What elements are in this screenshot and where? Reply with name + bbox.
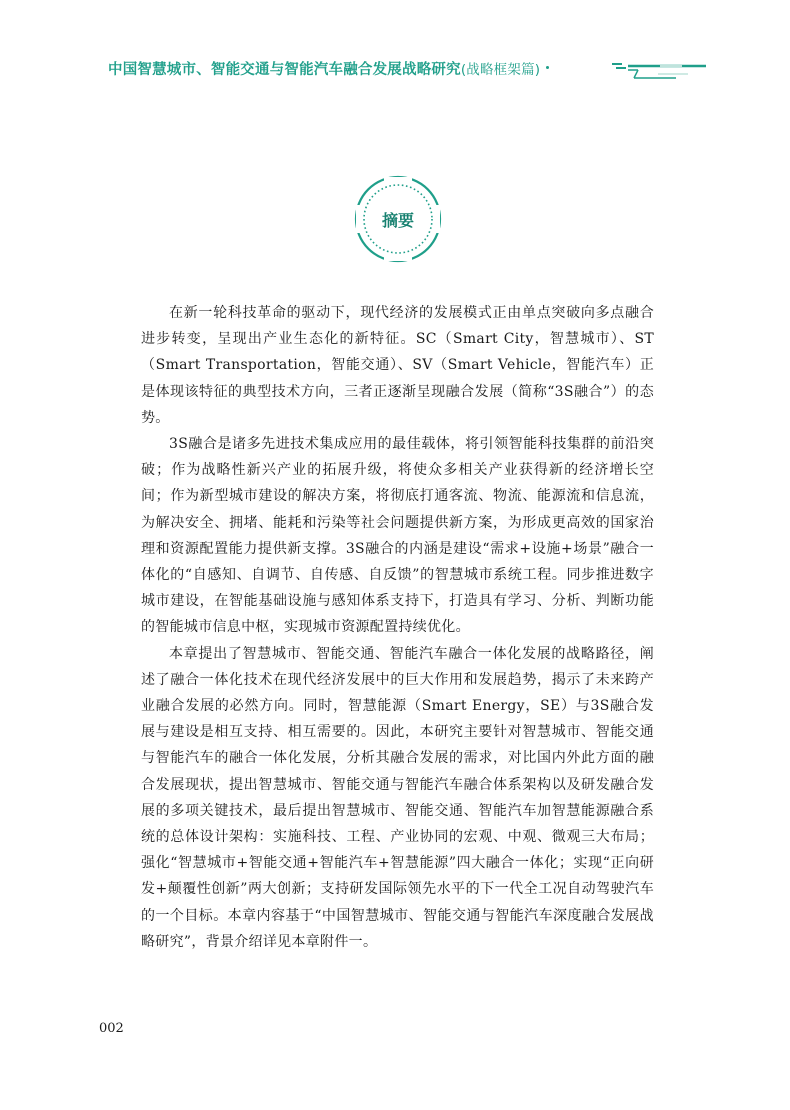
header-subtitle: (战略框架篇): [460, 62, 541, 78]
abstract-heading: 摘要: [381, 210, 414, 230]
paragraph-3: 本章提出了智慧城市、智能交通、智能汽车融合一体化发展的战略路径，阐述了融合一体化技术在现代经济发展中的巨大作用和发展趋势，揭示了未来跨产业融合发展的必然方向。同时，智慧能源（Smart Energy，SE）与3S融合发展与建设是相互支持、相互需要的。因此，本研究主要针对智慧城市、智能交通与智能汽车的融合一体化发展，分析其融合发展的需求，对比国内外此方面的融合发展现状，提出智慧城市、智能交通与智能汽车融合体系架构以及研发融合发展的多项关键技术，最后提出智慧城市、智能交通、智能汽车加智慧能源融合系统的总体设计架构：实施科技、工程、产业协同的宏观、中观、微观三大布局；强化“智慧城市+智能交通+智能汽车+智慧能源”四大融合一体化；实现“正向研发+颠覆性创新”两大创新；支持研发国际领先水平的下一代全工况自动驾驶汽车的一个目标。本章内容基于“中国智慧城市、智能交通与智能汽车深度融合发展战略研究”，背景介绍详见本章附件一。: [141, 645, 654, 950]
abstract-body: [141, 300, 654, 955]
header-title: 中国智慧城市、智能交通与智能汽车融合发展战略研究(战略框架篇): [108, 62, 541, 78]
page-number: 002: [99, 1021, 124, 1036]
paragraph-2: 3S融合是诸多先进技术集成应用的最佳载体，将引领智能科技集群的前沿突破；作为战略性新兴产业的拓展升级，将使众多相关产业获得新的经济增长空间；作为新型城市建设的解决方案，将彻底打通客流、物流、能源流和信息流，为解决安全、拥堵、能耗和污染等社会问题提供新方案，为形成更高效的国家治理和资源配置能力提供新支撑。3S融合的内涵是建设“需求+设施+场景”融合一体化的“自感知、自调节、自传感、自反馈”的智慧城市系统工程。同步推进数字城市建设，在智能基础设施与感知体系支持下，打造具有学习、分析、判断功能的智能城市信息中枢，实现城市资源配置持续优化。: [141, 436, 654, 636]
running-header: [108, 58, 708, 84]
header-dot-icon: [546, 66, 549, 69]
header-lines-icon: [598, 58, 708, 82]
paragraph-1: 在新一轮科技革命的驱动下，现代经济的发展模式正由单点突破向多点融合进步转变，呈现出产业生态化的新特征。SC（Smart City，智慧城市）、ST（Smart Transportation，智能交通）、SV（Smart Vehicle，智能汽车）正是体现该特征的典型技术方向，三者正逐渐呈现融合发展（简称“3S融合”）的态势。: [141, 305, 654, 426]
abstract-emblem: [353, 174, 443, 264]
